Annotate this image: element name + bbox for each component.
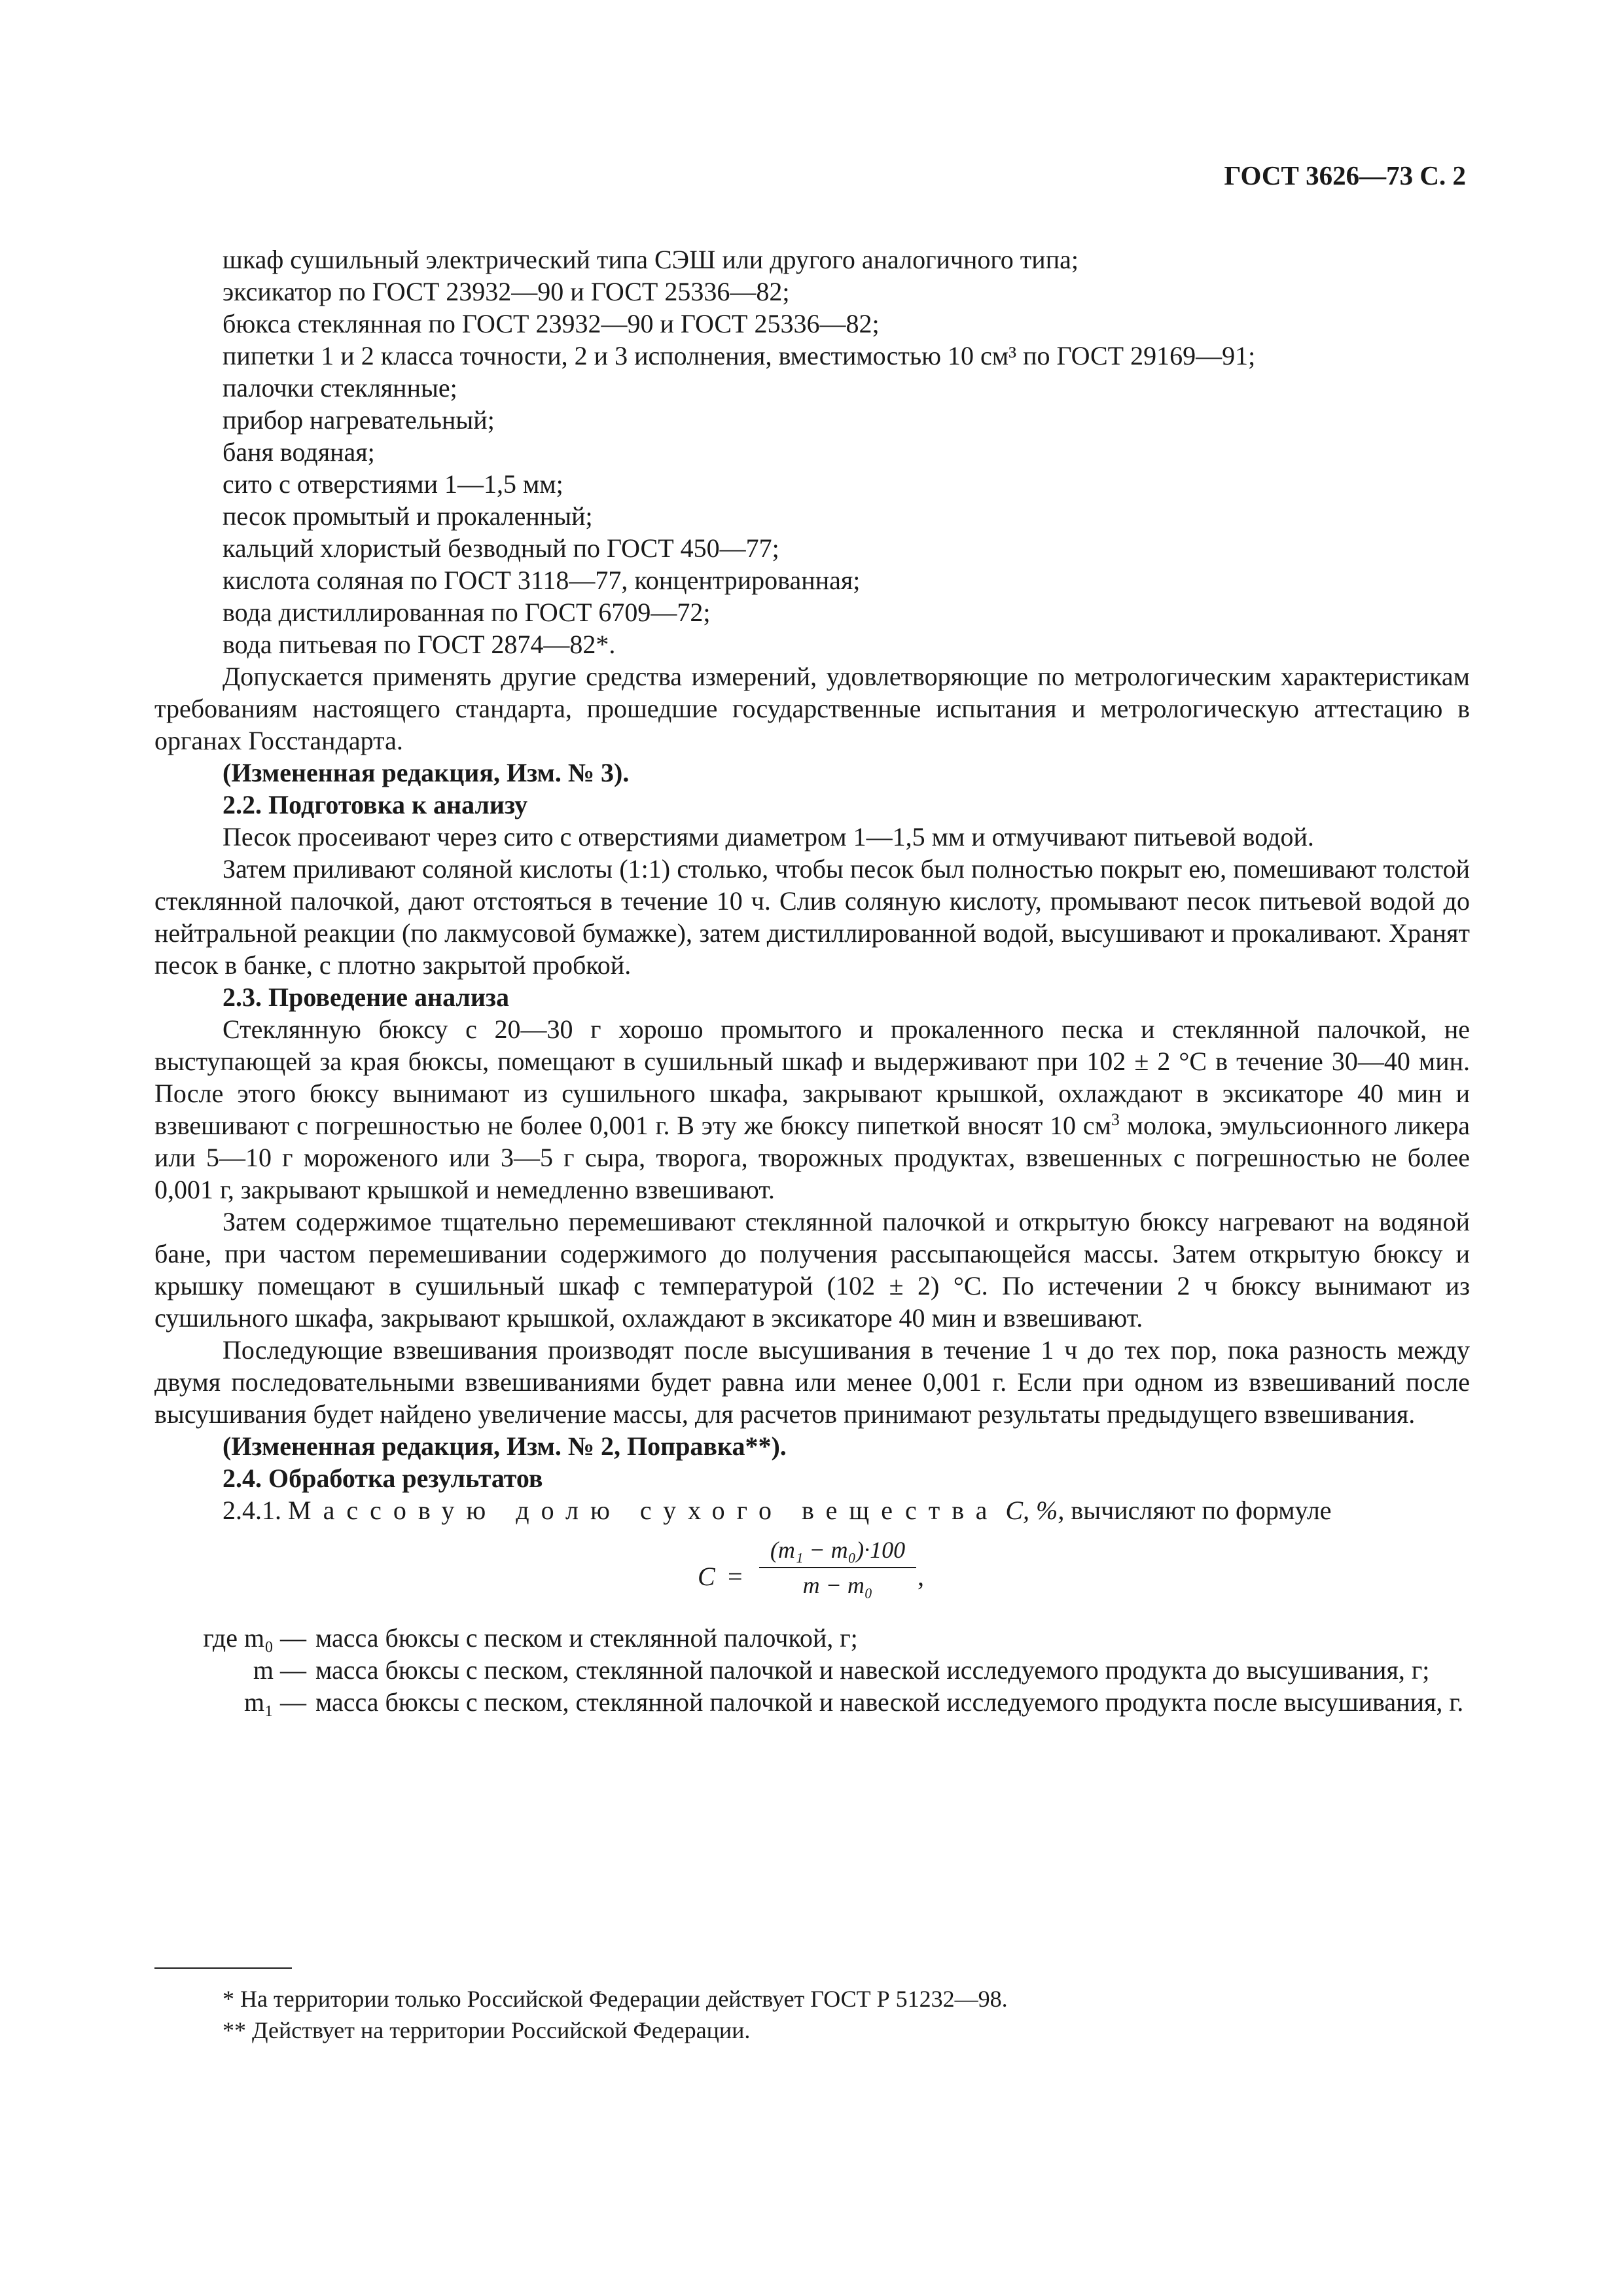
list-item: пипетки 1 и 2 класса точности, 2 и 3 исполнения, вместимостью 10 см³ по ГОСТ 29169—91; — [223, 341, 1256, 370]
footnote: * На территории только Российской Федерации действует ГОСТ Р 51232—98. — [223, 1986, 1008, 2012]
list-item: сито с отверстиями 1—1,5 мм; — [223, 469, 563, 499]
paragraph: Затем приливают соляной кислоты (1:1) столько, чтобы песок был полностью покрыт ею, помешивают толстой стеклянной палочкой, дают отстояться в течение 10 ч. Слив соляную кислоту, промывают песок питьевой водой до нейтральной реакции (по лакмусовой бумажке), затем дистиллированной водой, высушивают и прокаливают. Хранят песок в банке, с плотно закрытой пробкой. — [154, 854, 1470, 980]
paragraph-allowed-instruments: Допускается применять другие средства измерений, удовлетворяющие по метрологическим характеристикам требованиям настоящего стандарта, прошедшие государственные испытания и метрологическую аттестацию в органах Госстандарта. — [154, 662, 1470, 755]
definition-text: масса бюксы с песком, стеклянной палочкой и навеской исследуемого продукта после высушивания, г. — [315, 1687, 1464, 1717]
list-item: прибор нагревательный; — [223, 405, 495, 435]
definition-row — [154, 1654, 1470, 1686]
formula — [154, 1535, 1470, 1614]
page-header: ГОСТ 3626—73 С. 2 — [1224, 160, 1466, 190]
formula-denominator: m − m₀ — [802, 1572, 873, 1598]
edit-note: (Измененная редакция, Изм. № 2, Поправка**). — [223, 1431, 787, 1461]
paragraph: Затем содержимое тщательно перемешивают стеклянной палочкой и открытую бюксу нагревают на водяной бане, при частом перемешивании содержимого до получения рассыпающейся массы. Затем открытую бюксу и крышку помещают в сушильный шкаф с температурой (102 ± 2) °С. По истечении 2 ч бюксу вынимают из сушильного шкафа, закрывают крышкой, охлаждают в эксикаторе 40 мин и взвешивают. — [154, 1207, 1470, 1333]
formula-fraction — [759, 1535, 916, 1600]
paragraph: Последующие взвешивания производят после высушивания в течение 1 ч до тех пор, пока разность между двумя последовательными взвешиваниями будет равна или менее 0,001 г. Если при одном из взвешиваний после высушивания будет найдено увеличение массы, для расчетов принимают результаты предыдущего взвешивания. — [154, 1335, 1470, 1429]
section-heading-2-4: 2.4. Обработка результатов — [223, 1463, 543, 1493]
list-item: кислота соляная по ГОСТ 3118—77, концентрированная; — [223, 565, 861, 595]
section-heading-2-3: 2.3. Проведение анализа — [223, 982, 509, 1012]
formula-equals: = — [728, 1562, 743, 1591]
definition-row — [154, 1622, 1470, 1654]
equipment-list — [154, 243, 1470, 660]
fraction-bar — [759, 1567, 916, 1568]
footnote-divider — [154, 1967, 292, 1969]
list-item: вода питьевая по ГОСТ 2874—82*. — [223, 630, 616, 659]
definition-row — [154, 1686, 1470, 1718]
paragraph: Песок просеивают через сито с отверстиями диаметром 1—1,5 мм и отмучивают питьевой водой. — [223, 822, 1314, 852]
list-item: баня водяная; — [223, 437, 375, 467]
formula-lhs: C — [698, 1562, 715, 1591]
footnote: ** Действует на территории Российской Федерации. — [223, 2017, 751, 2043]
definition-symbol: m — — [253, 1655, 306, 1685]
variable-definitions — [154, 1622, 1470, 1718]
list-item: песок промытый и прокаленный; — [223, 501, 593, 531]
definition-text: масса бюксы с песком, стеклянной палочкой и навеской исследуемого продукта до высушивания, г; — [315, 1655, 1430, 1685]
section-heading-2-2: 2.2. Подготовка к анализу — [223, 790, 528, 819]
paragraph: Стеклянную бюксу с 20—30 г хорошо промытого и прокаленного песка и стеклянной палочкой, не выступающей за края бюксы, помещают в сушильный шкаф и выдерживают при 102 ± 2 °С в течение 30—40 мин. После этого бюксу вынимают из сушильного шкафа, закрывают крышкой, охлаждают в эксикаторе 40 мин и взвешивают с погрешностью не более 0,001 г. В эту же бюксу пипеткой вносят 10 $см^3$ молока, эмульсионного ликера или 5—10 г мороженого или 3—5 г сыра, творога, творожных продуктах, взвешенных с погрешностью не более 0,001 г, закрывают крышкой и немедленно взвешивают. — [154, 1014, 1470, 1204]
list-item: бюкса стеклянная по ГОСТ 23932—90 и ГОСТ 25336—82; — [223, 309, 880, 338]
edit-note: (Измененная редакция, Изм. № 3). — [223, 758, 630, 787]
definition-text: масса бюксы с песком и стеклянной палочкой, г; — [315, 1623, 858, 1653]
clause-2-4-1: 2.4.1. Массовую долю сухого вещества С, %, вычисляют по формуле — [223, 1496, 1332, 1525]
formula-comma: , — [918, 1562, 924, 1591]
document-body — [154, 243, 1470, 1718]
list-item: эксикатор по ГОСТ 23932—90 и ГОСТ 25336—82; — [223, 277, 790, 306]
definition-symbol: где m₀ — — [203, 1623, 306, 1653]
list-item: вода дистиллированная по ГОСТ 6709—72; — [223, 598, 711, 627]
list-item: шкаф сушильный электрический типа СЭШ или другого аналогичного типа; — [223, 245, 1079, 274]
list-item: кальций хлористый безводный по ГОСТ 450—77; — [223, 533, 779, 563]
list-item: палочки стеклянные; — [223, 373, 457, 403]
definition-symbol: m₁ — — [243, 1687, 306, 1717]
formula-numerator: (m₁ − m₀)·100 — [770, 1537, 906, 1563]
